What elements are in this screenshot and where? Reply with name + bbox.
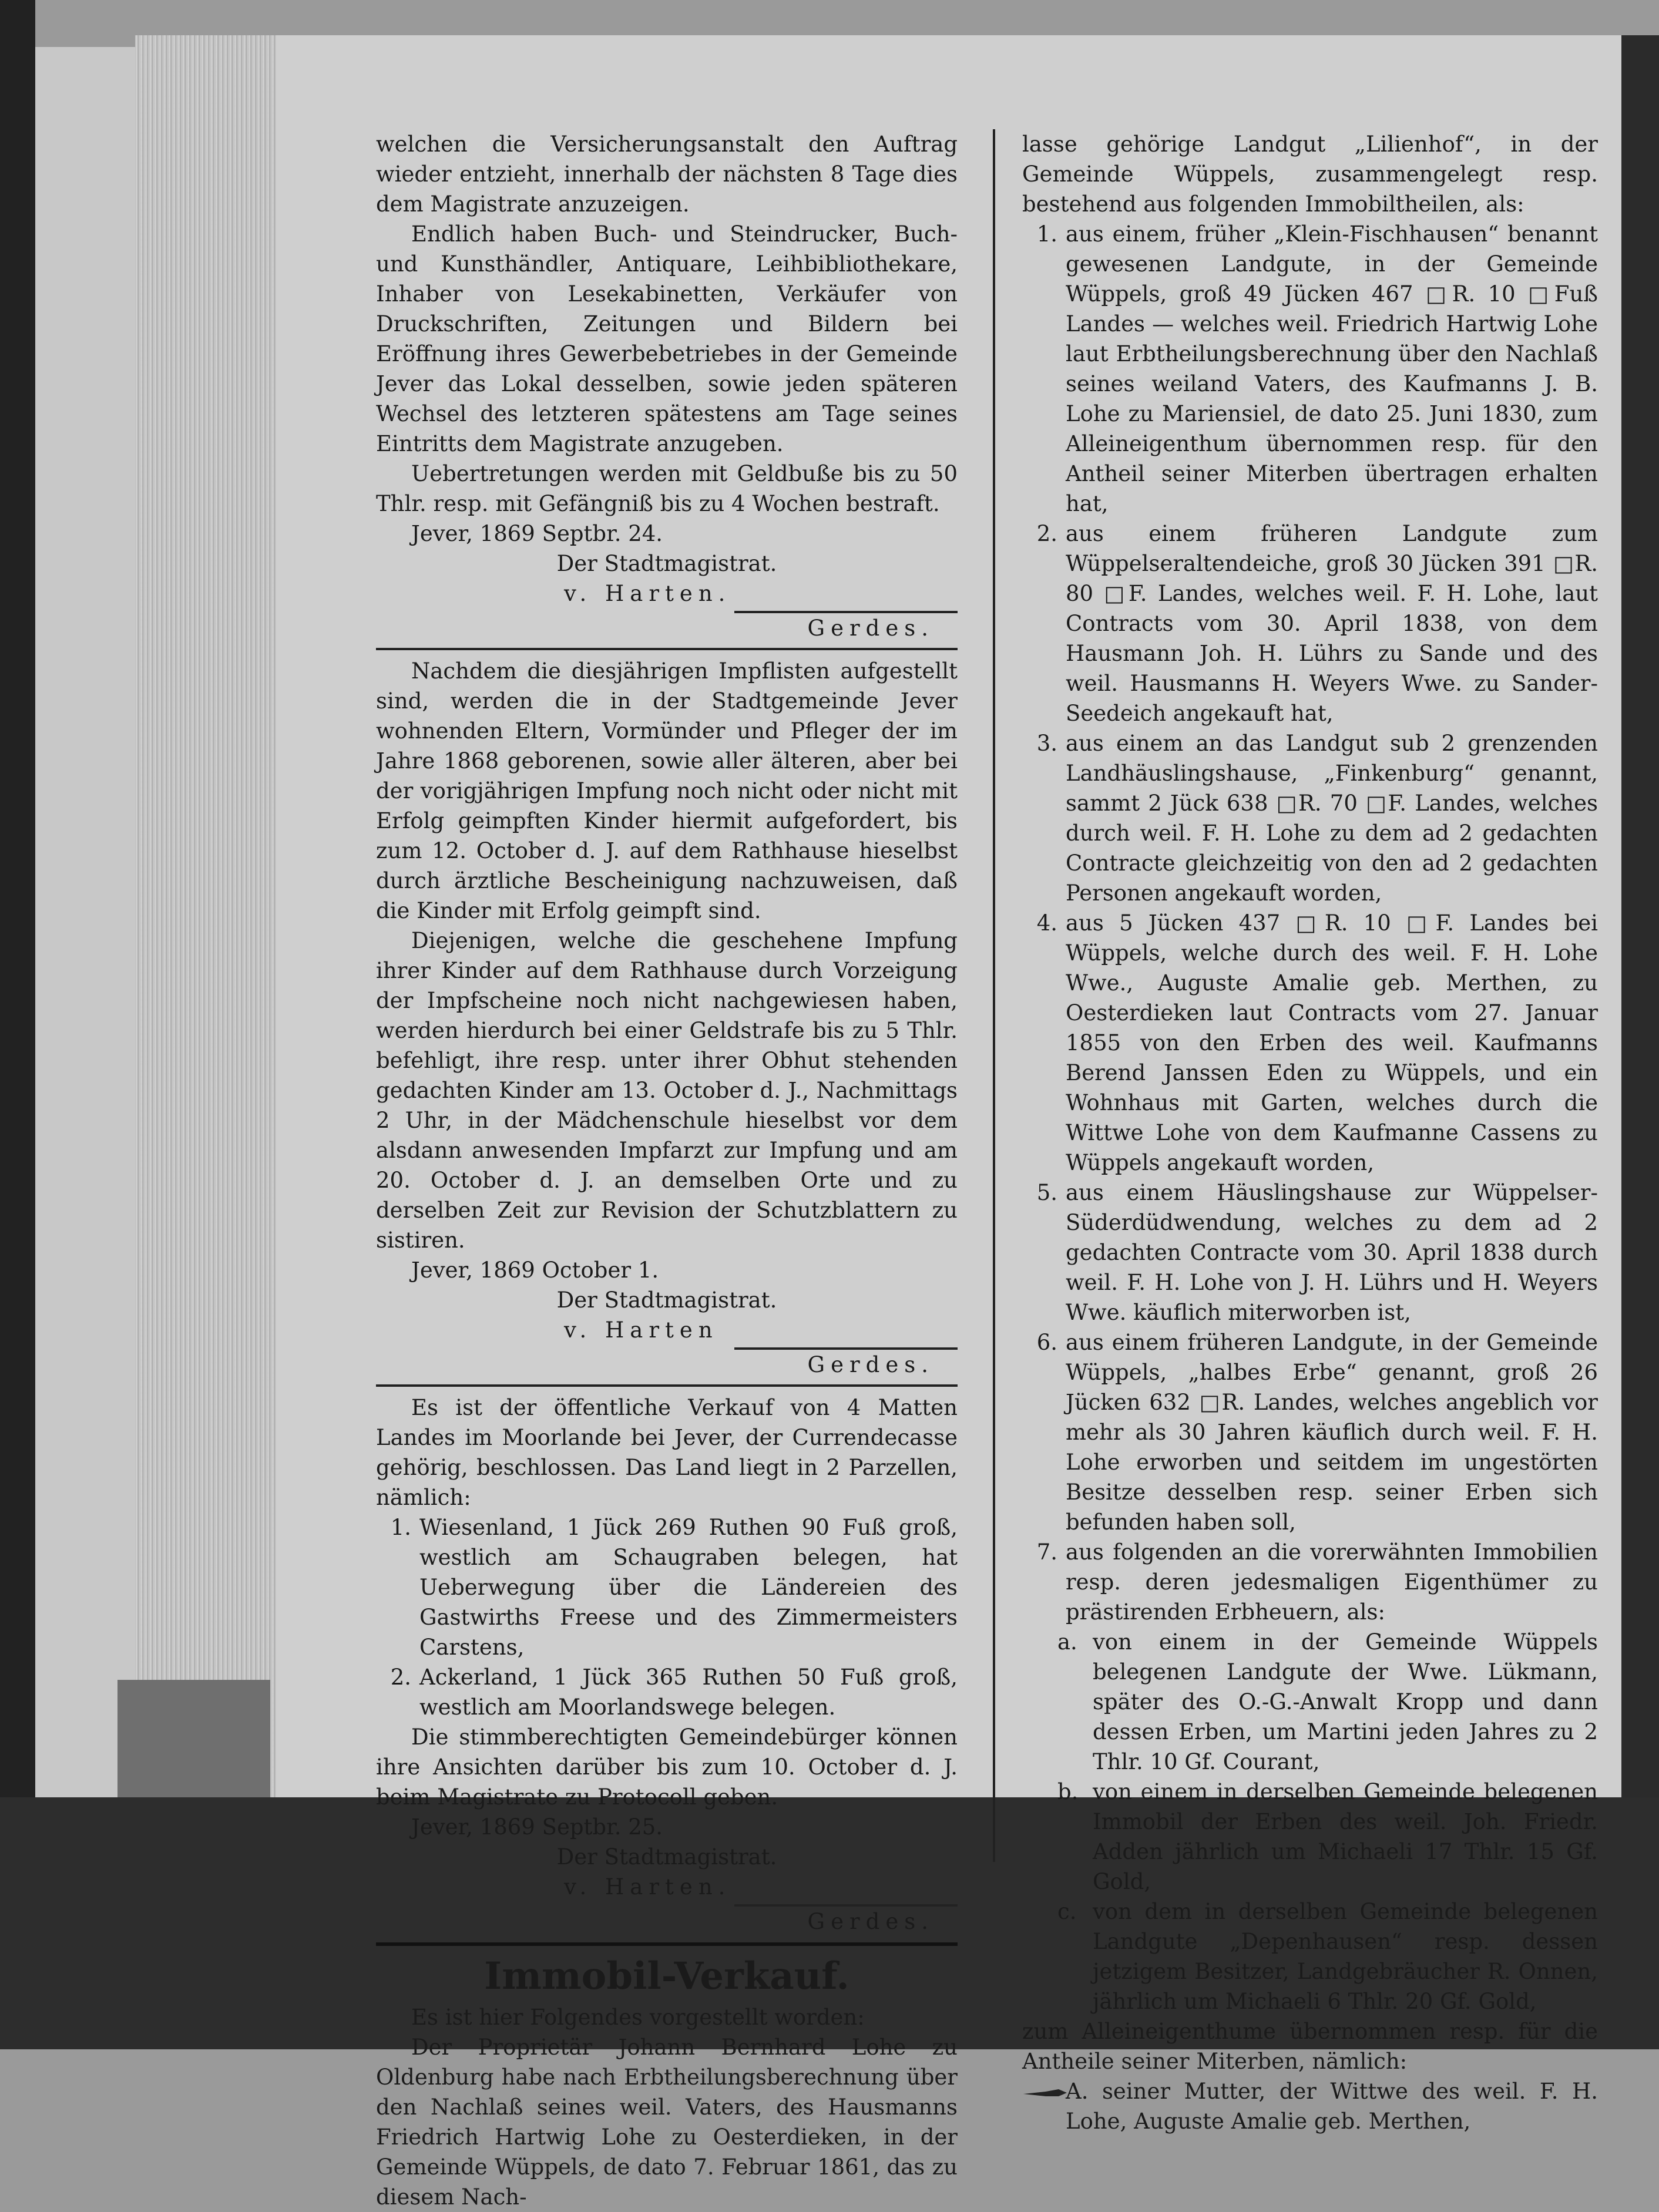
list-item (376, 1512, 958, 1662)
paragraph: Uebertretungen werden mit Geldbuße bis zu 50 Thlr. resp. mit Gefängniß bis zu 4 Wochen bestraft. (376, 461, 958, 516)
list-item (1022, 519, 1598, 728)
list-text: von einem in derselben Gemeinde belegenen Immobil der Erben des weil. Joh. Friedr. Adden jährlich um Michaeli 17 Thlr. 15 Gf. Gold, (1093, 1779, 1598, 1894)
paragraph: Die stimmberechtigten Gemeindebürger können ihre Ansichten darüber bis zum 10. October d. J. beim Magistrate zu Protocoll geben. (376, 1724, 958, 1810)
signature: v. Harten. (564, 1874, 731, 1900)
list-number: 7. (1036, 1539, 1057, 1565)
list-item (1022, 1327, 1598, 1537)
office: Der Stadtmagistrat. (556, 1844, 777, 1870)
list-text: aus einem früheren Landgute, in der Gemeinde Wüppels, „halbes Erbe“ genannt, groß 26 Jücken 632 □R. Landes, welches angeblich vor mehr als 30 Jahren käuflich durch weil. F. H. Lohe erworben und seitdem im ungestörten Besitze desselben resp. seiner Erben sich befunden haben soll, (1066, 1330, 1598, 1535)
list-text: aus 5 Jücken 437 □R. 10 □F. Landes bei Wüppels, welche durch des weil. F. H. Lohe Wwe., Auguste Amalie geb. Merthen, zu Oesterdieken laut Contracts vom 27. Januar 1855 von den Erben des weil. Kaufmanns Berend Janssen Eden zu Wüppels, und ein Wohnhaus mit Garten, welches durch die Wittwe Lohe von dem Kaufmanne Cassens zu Wüppels angekauft worden, (1066, 910, 1598, 1175)
list-item (1022, 2076, 1598, 2136)
paragraph: Es ist der öffentliche Verkauf von 4 Matten Landes im Moorlande bei Jever, der Currendecasse gehörig, beschlossen. Das Land liegt in 2 Parzellen, nämlich: (376, 1395, 958, 1510)
notice-rule (376, 648, 958, 650)
paragraph: zum Alleineigenthume übernommen resp. für die Antheile seiner Miterben, nämlich: (1022, 2019, 1598, 2074)
list-item (376, 1662, 958, 1722)
signature: Gerdes. (807, 1909, 934, 1934)
column-divider (993, 129, 995, 1862)
paragraph: welchen die Versicherungsanstalt den Auftrag wieder entzieht, innerhalb der nächsten 8 Tage dies dem Magistrate anzuzeigen. (376, 132, 958, 217)
sub-list-item (1022, 1627, 1598, 1777)
list-item (1022, 728, 1598, 908)
signature: Gerdes. (807, 616, 934, 641)
right-shadow (1621, 35, 1659, 1797)
signature: v. Harten (564, 1317, 718, 1343)
list-text-body: seiner Mutter, der Wittwe des weil. F. H. Lohe, Auguste Amalie geb. Merthen, (1066, 2079, 1598, 2134)
list-text: Wiesenland, 1 Jück 269 Ruthen 90 Fuß groß, westlich am Schaugraben belegen, hat Ueberwegung über die Ländereien des Gastwirths Freese und des Zimmermeisters Carstens, (419, 1515, 958, 1660)
list-text: aus einem Häuslingshause zur Wüppelser-Süderdüdwendung, welches zu dem ad 2 gedachten Contracte vom 30. April 1838 durch weil. F. H. Lohe von J. H. Lührs und H. Weyers Wwe. käuflich miterworben ist, (1066, 1180, 1598, 1325)
list-letter: a. (1057, 1629, 1077, 1655)
paragraph: Diejenigen, welche die geschehene Impfung ihrer Kinder auf dem Rathhause durch Vorzeigung der Impfscheine noch nicht nachgewiesen haben, werden hierdurch bei einer Geldstrafe bis zu 5 Thlr. befehligt, ihre resp. unter ihrer Obhut stehenden gedachten Kinder am 13. October d. J., Nachmittags 2 Uhr, in der Mädchenschule hieselbst vor dem alsdann anwesenden Impfarzt zur Impfung und am 20. October d. J. an demselben Orte und zu derselben Zeit zur Revision der Schutzblattern zu sistiren. (376, 928, 958, 1253)
book-cover-edge (0, 0, 35, 2049)
notice-rule (376, 1384, 958, 1387)
page-stack-edge (135, 35, 276, 1797)
list-letter: b. (1057, 1779, 1079, 1804)
list-text (1066, 2076, 1598, 2136)
list-text: aus einem an das Landgut sub 2 grenzenden Landhäuslingshause, „Finkenburg“ genannt, sammt 2 Jück 638 □R. 70 □F. Landes, welches durch weil. F. H. Lohe zu dem ad 2 gedachten Contracte gleichzeitig von den ad 2 gedachten Personen angekauft worden, (1066, 731, 1598, 906)
list-item (1022, 1178, 1598, 1327)
sub-list-item (1022, 1897, 1598, 2016)
list-number: 3. (1036, 731, 1057, 756)
place-date: Jever, 1869 October 1. (411, 1258, 659, 1283)
place-date: Jever, 1869 Septbr. 25. (411, 1814, 663, 1840)
paragraph: Endlich haben Buch- und Steindrucker, Buch- und Kunsthändler, Antiquare, Leihbibliothekare, Inhaber von Lesekabinetten, Verkäufer von Druckschriften, Zeitungen und Bildern bei Eröffnung ihres Gewerbebetriebes in der Gemeinde Jever das Lokal desselben, sowie jeden späteren Wechsel des letzteren spätestens am Tage seines Eintritts dem Magistrate anzugeben. (376, 221, 958, 456)
signature: Gerdes. (807, 1352, 934, 1377)
sub-list-item (1022, 1777, 1598, 1897)
marbled-board (35, 47, 136, 1797)
pointing-hand-icon (1022, 2087, 1069, 2100)
paragraph: Nachdem die diesjährigen Impflisten aufgestellt sind, werden die in der Stadtgemeinde Jever wohnenden Eltern, Vormünder und Pfleger der im Jahre 1868 geborenen, sowie aller älteren, aber bei der vorigjährigen Impfung noch nicht oder nicht mit Erfolg geimpften Kinder hiermit aufgefordert, bis zum 12. October d. J. auf dem Rathhause hieselbst durch ärztliche Bescheinigung nachzuweisen, daß die Kinder mit Erfolg geimpft sind. (376, 658, 958, 923)
list-item (1022, 1537, 1598, 1627)
office: Der Stadtmagistrat. (556, 551, 777, 576)
list-text: aus einem, früher „Klein-Fischhausen“ benannt gewesenen Landgute, in der Gemeinde Wüppels, groß 49 Jücken 467 □R. 10 □Fuß Landes — welches weil. Friedrich Hartwig Lohe laut Erbtheilungsberechnung über den Nachlaß seines weiland Vaters, des Kaufmanns J. B. Lohe zu Mariensiel, de dato 25. Juni 1830, zum Alleineigenthum übernommen resp. für den Antheil seiner Miterben übertragen erhalten hat, (1066, 221, 1598, 516)
list-text: aus folgenden an die vorerwähnten Immobilien resp. deren jedesmaligen Eigenthümer zu prästirenden Erbheuern, als: (1066, 1539, 1598, 1625)
list-text: Ackerland, 1 Jück 365 Ruthen 50 Fuß groß, westlich am Moorlandswege belegen. (419, 1665, 958, 1720)
list-number: 1. (1036, 221, 1057, 247)
paragraph: Es ist hier Folgendes vorgestellt worden: (411, 2005, 865, 2030)
list-number: 6. (1036, 1330, 1057, 1355)
list-number: 2. (390, 1665, 411, 1690)
list-text: von einem in der Gemeinde Wüppels belegenen Landgute der Wwe. Lükmann, später des O.-G.-Anwalt Kropp und dann dessen Erben, um Martini jeden Jahres zu 2 Thlr. 10 Gf. Courant, (1093, 1629, 1598, 1774)
paragraph: lasse gehörige Landgut „Lilienhof“, in der Gemeinde Wüppels, zusammengelegt resp. bestehend aus folgenden Immobiltheilen, als: (1022, 132, 1598, 217)
office: Der Stadtmagistrat. (556, 1287, 777, 1313)
signature: v. Harten. (564, 581, 731, 606)
list-number: 2. (1036, 521, 1057, 546)
list-text: aus einem früheren Landgute zum Wüppelseraltendeiche, groß 30 Jücken 391 □R. 80 □F. Landes, welches weil. F. H. Lohe, laut Contracts vom 30. April 1838, von dem Hausmann Joh. H. Lührs zu Sande und des weil. Hausmanns H. Weyers Wwe. zu Sander-Seedeich angekauft hat, (1066, 521, 1598, 726)
list-item (1022, 219, 1598, 519)
right-column (1022, 129, 1598, 2136)
section-rule (376, 1942, 958, 1946)
list-item (1022, 908, 1598, 1178)
list-letter: c. (1057, 1899, 1077, 1924)
paragraph: Der Proprietär Johann Bernhard Lohe zu Oldenburg habe nach Erbtheilungsberechnung über den Nachlaß seines weil. Vaters, des Hausmanns Friedrich Hartwig Lohe zu Oesterdieken, in der Gemeinde Wüppels, de dato 7. Februar 1861, das zu diesem Nach- (376, 2035, 958, 2210)
list-letter (1022, 2076, 1066, 2136)
list-number: 5. (1036, 1180, 1057, 1205)
list-number: 1. (390, 1515, 411, 1540)
list-number: 4. (1036, 910, 1057, 936)
binding-strip (117, 1680, 270, 1797)
section-heading: Immobil-Verkauf. (484, 1954, 849, 1998)
list-letter: A. (1066, 2079, 1089, 2104)
list-text: von dem in derselben Gemeinde belegenen Landgute „Depenhausen“ resp. dessen jetzigem Besitzer, Landgebräucher R. Onnen, jährlich um Michaeli 6 Thlr. 20 Gf. Gold, (1093, 1899, 1598, 2014)
place-date: Jever, 1869 Septbr. 24. (411, 521, 663, 546)
left-column (376, 129, 958, 2212)
